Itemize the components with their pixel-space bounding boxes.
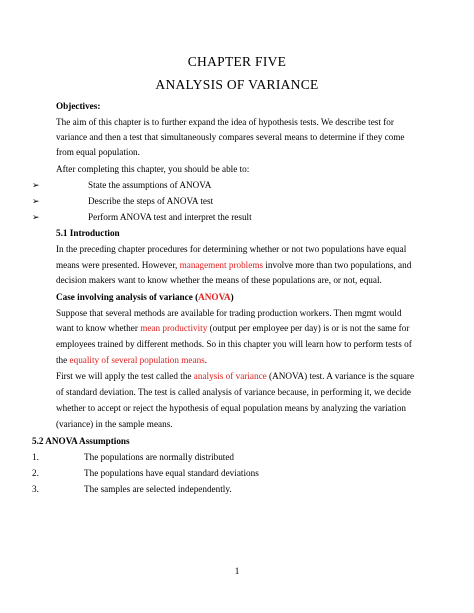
intro-line-2: means were presented. However, management problems involve more than two populations, and <box>56 260 412 270</box>
case-line-1: Suppose that several methods are available for trading production workers. Then mgmt would <box>56 308 402 318</box>
assumption-item: The populations are normally distributed <box>84 452 235 462</box>
assumption-item: The populations have equal standard deviations <box>84 468 259 478</box>
page-number: 1 <box>234 566 240 576</box>
objectives-line-2: variance and then a test that simultaneously compares several means to determine if they come <box>56 132 405 142</box>
highlight-mean-productivity: mean productivity <box>140 323 208 333</box>
assumption-number: 3. <box>32 484 39 494</box>
bullet-arrow-icon: ➢ <box>32 180 40 190</box>
chapter-title: ANALYSIS OF VARIANCE <box>155 77 319 92</box>
objectives-heading: Objectives: <box>56 101 101 111</box>
case-line-4: the equality of several population means. <box>56 355 208 365</box>
highlight-management-problems: management problems <box>179 260 264 270</box>
first-line-3: whether to accept or reject the hypothesis of equal population means by analyzing the variation <box>56 403 407 413</box>
after-completing-line: After completing this chapter, you should be able to: <box>56 164 250 174</box>
case-heading: Case involving analysis of variance (ANOVA) <box>56 292 234 302</box>
first-line-4: (variance) in the sample means. <box>56 419 173 429</box>
bullet-item: Perform ANOVA test and interpret the result <box>88 212 252 222</box>
case-line-2: want to know whether mean productivity (output per employee per day) is or is not the same for <box>56 323 410 333</box>
highlight-analysis-of-variance: analysis of variance <box>193 371 267 381</box>
bullet-arrow-icon: ➢ <box>32 212 40 222</box>
bullet-arrow-icon: ➢ <box>32 196 40 206</box>
objectives-line-1: The aim of this chapter is to further expand the idea of hypothesis tests. We describe test for <box>56 117 394 127</box>
bullet-item: State the assumptions of ANOVA <box>88 180 212 190</box>
first-line-1: First we will apply the test called the analysis of variance (ANOVA) test. A variance is the square <box>56 371 415 381</box>
case-line-3: employees trained by different methods. So in this chapter you will learn how to perform tests of <box>56 339 412 349</box>
highlight-equality-of-means: equality of several population means <box>69 355 205 365</box>
section-5-2-heading: 5.2 ANOVA Assumptions <box>32 436 130 446</box>
chapter-label: CHAPTER FIVE <box>187 54 287 69</box>
assumption-item: The samples are selected independently. <box>84 484 232 494</box>
bullet-item: Describe the steps of ANOVA test <box>88 196 214 206</box>
intro-line-1: In the preceding chapter procedures for determining whether or not two populations have equal <box>56 244 407 254</box>
section-5-1-heading: 5.1 Introduction <box>56 228 120 238</box>
assumption-number: 2. <box>32 468 39 478</box>
first-line-2: of standard deviation. The test is called analysis of variance because, in performing it, we decide <box>56 387 411 397</box>
assumption-number: 1. <box>32 452 39 462</box>
highlight-anova: ANOVA <box>198 292 231 302</box>
intro-line-3: decision makers want to know whether the means of these populations are, or not, equal. <box>56 275 382 285</box>
objectives-line-3: from equal population. <box>56 147 140 157</box>
